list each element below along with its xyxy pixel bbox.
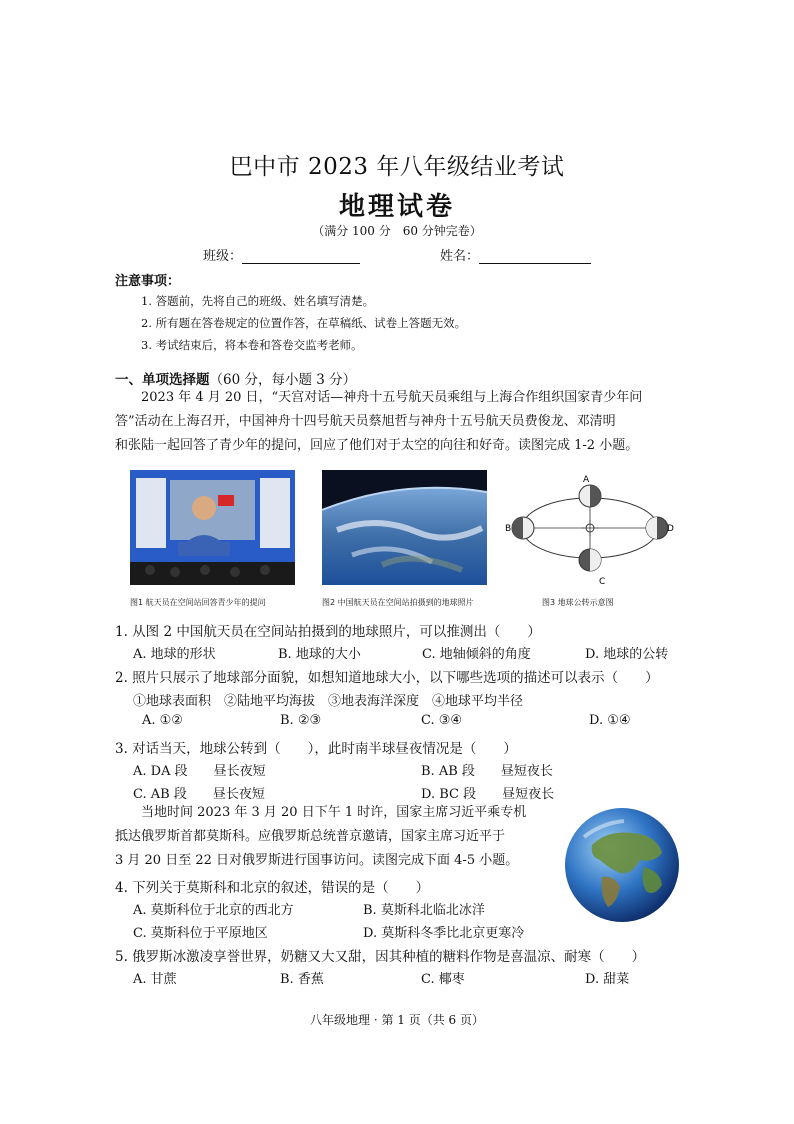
section-label: 一、单项选择题: [115, 372, 210, 388]
figure-1-caption: 图1 航天员在空间站回答青少年的提问: [130, 598, 266, 607]
intro-line: 答”活动在上海召开，中国神舟十四号航天员蔡旭哲与神舟十五号航天员费俊龙、邓清明: [115, 414, 616, 429]
question-4-option-b[interactable]: B. 莫斯科北临北冰洋: [363, 903, 485, 918]
question-5-option-a[interactable]: A. 甘蔗: [133, 972, 177, 987]
note-item: 2. 所有题在答卷规定的位置作答，在草稿纸、试卷上答题无效。: [141, 316, 467, 330]
name-blank[interactable]: [479, 249, 591, 264]
question-1-option-b[interactable]: B. 地球的大小: [278, 647, 361, 662]
class-field[interactable]: [203, 245, 360, 264]
subject-title: 地理试卷: [338, 192, 455, 222]
orbit-label-b: B: [505, 524, 512, 534]
question-3-option-c[interactable]: C. AB 段 昼长夜短: [133, 787, 265, 802]
intro-line: 抵达俄罗斯首都莫斯科。应俄罗斯总统普京邀请，国家主席习近平于: [115, 829, 506, 844]
notes-heading: 注意事项：: [115, 274, 181, 289]
intro-line: 当地时间 2023 年 3 月 20 日下午 1 时许，国家主席习近平乘专机: [115, 805, 527, 820]
question-2-option-a[interactable]: A. ①②: [142, 713, 183, 728]
question-3-option-b[interactable]: B. AB 段 昼短夜长: [421, 764, 553, 779]
astronaut-photo: [130, 470, 295, 585]
earth-position-c: [579, 549, 601, 571]
question-2-option-b[interactable]: B. ②③: [280, 713, 322, 728]
question-5-option-c[interactable]: C. 椰枣: [421, 972, 465, 987]
name-label: 姓名：: [440, 249, 480, 264]
earth-position-b: [512, 517, 534, 539]
intro-paragraph-2: [115, 801, 555, 873]
page-footer: 八年级地理 · 第 1 页（共 6 页）: [310, 1013, 484, 1027]
note-item: 3. 考试结束后，将本卷和答卷交监考老师。: [141, 338, 363, 352]
exam-title: 巴中市 2023 年八年级结业考试: [229, 154, 565, 180]
question-3-option-d[interactable]: D. BC 段 昼短夜长: [421, 787, 555, 802]
question-4-stem: 4. 下列关于莫斯科和北京的叙述，错误的是（ ）: [115, 880, 430, 896]
figure-3-caption: 图3 地球公转示意图: [542, 598, 614, 607]
intro-paragraph-1: [115, 386, 685, 458]
question-4-option-d[interactable]: D. 莫斯科冬季比北京更寒冷: [363, 926, 525, 941]
question-4-option-c[interactable]: C. 莫斯科位于平原地区: [133, 926, 268, 941]
class-blank[interactable]: [242, 249, 360, 264]
earth-from-space-photo: [322, 470, 487, 585]
question-3-stem: 3. 对话当天，地球公转到（ ），此时南半球昼夜情况是（ ）: [115, 741, 517, 757]
orbit-label-d: D: [667, 524, 674, 534]
earth-position-a: [579, 485, 601, 507]
question-5-stem: 5. 俄罗斯冰激凌享誉世界，奶糖又大又甜，因其种植的糖料作物是喜温凉、耐寒（ ）: [115, 949, 646, 965]
section-note: （60 分，每小题 3 分）: [209, 372, 357, 388]
earth-orbit-diagram: [505, 470, 675, 588]
question-5-option-b[interactable]: B. 香蕉: [280, 972, 324, 987]
orbit-label-c: C: [599, 577, 606, 587]
orbit-label-a: A: [583, 475, 590, 485]
question-1-option-a[interactable]: A. 地球的形状: [133, 647, 216, 662]
figure-2-caption: 图2 中国航天员在空间站拍摄到的地球照片: [322, 598, 474, 607]
question-4-option-a[interactable]: A. 莫斯科位于北京的西北方: [133, 903, 294, 918]
exam-subtitle: （满分 100 分 60 分钟完卷）: [312, 224, 482, 238]
question-2-stem: 2. 照片只展示了地球部分面貌，如想知道地球大小，以下哪些选项的描述可以表示（ ）: [115, 670, 659, 686]
question-2-option-c[interactable]: C. ③④: [421, 713, 463, 728]
globe-image: [562, 805, 682, 925]
intro-line: 3 月 20 日至 22 日对俄罗斯进行国事访问。读图完成下面 4-5 小题。: [115, 853, 519, 868]
question-1-option-c[interactable]: C. 地轴倾斜的角度: [422, 647, 531, 662]
question-2-option-d[interactable]: D. ①④: [589, 713, 631, 728]
intro-line: 2023 年 4 月 20 日，“天宫对话—神舟十五号航天员乘组与上海合作组织国家青少年问: [115, 390, 643, 405]
question-1-option-d[interactable]: D. 地球的公转: [585, 647, 669, 662]
earth-position-d: [646, 517, 668, 539]
name-field[interactable]: [440, 245, 591, 264]
question-2-items: ①地球表面积 ②陆地平均海拔 ③地表海洋深度 ④地球平均半径: [133, 694, 524, 709]
question-3-option-a[interactable]: A. DA 段 昼长夜短: [133, 764, 266, 779]
intro-line: 和张陆一起回答了青少年的提问，回应了他们对于太空的向往和好奇。读图完成 1-2 小题。: [115, 438, 639, 453]
section-heading: [115, 368, 356, 388]
class-label: 班级：: [203, 249, 243, 264]
note-item: 1. 答题前，先将自己的班级、姓名填写清楚。: [141, 294, 375, 308]
question-1-stem: 1. 从图 2 中国航天员在空间站拍摄到的地球照片，可以推测出（ ）: [115, 624, 541, 640]
question-5-option-d[interactable]: D. 甜菜: [585, 972, 630, 987]
